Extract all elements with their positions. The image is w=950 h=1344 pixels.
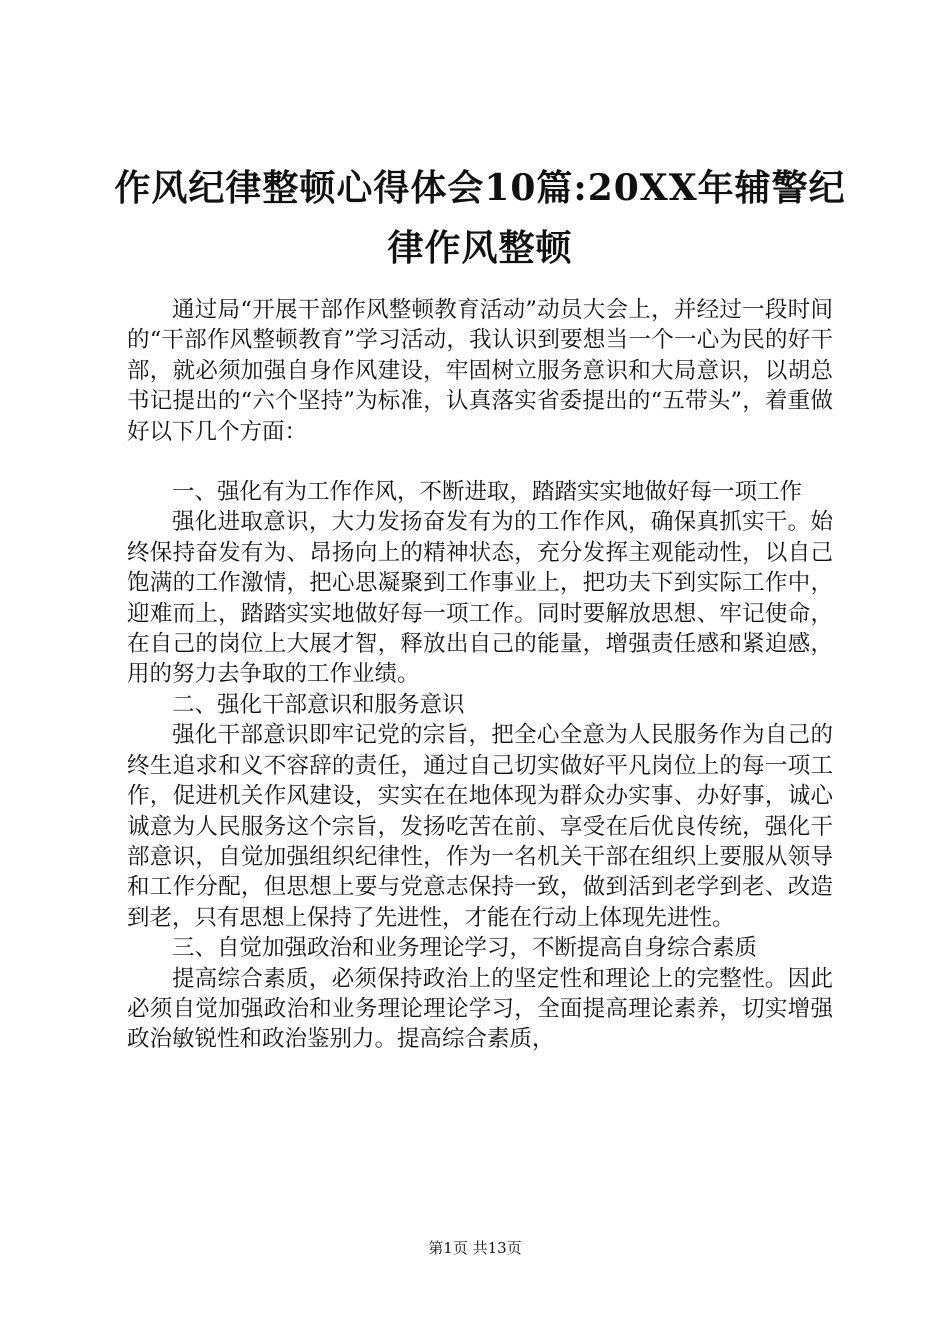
section-heading-3: 三、自觉加强政治和业务理论学习，不断提高自身综合素质: [172, 935, 758, 962]
section-paragraph-2: 强化干部意识即牢记党的宗旨，把全心全意为人民服务作为自己的终生追求和义不容辞的责任，通过自己切实做好平凡岗位上的每一项工作，促进机关作风建设，实实在在地体现为群众办实事、办好事，诚心诚意为人民服务这个宗旨，发扬吃苦在前、享受在后优良传统，强化干部意识，自觉加强组织纪律性，作为一名机关干部在组织上要服从领导和工作分配，但思想上要与党意志保持一致，做到活到老学到老、改造到老，只有思想上保持了先进性，才能在行动上体现先进性。: [127, 722, 833, 931]
section-heading-1: 一、强化有为工作作风，不断进取，踏踏实实地做好每一项工作: [172, 479, 803, 506]
intro-paragraph: 通过局“开展干部作风整顿教育活动”动员大会上，并经过一段时间的“干部作风整顿教育”学习活动，我认识到要想当一个一心为民的好干部，就必须加强自身作风建设，牢固树立服务意识和大局意识，以胡总书记提出的“六个坚持”为标准，认真落实省委提出的“五带头”，着重做好以下几个方面：: [127, 297, 833, 445]
section-paragraph-1: 强化进取意识，大力发扬奋发有为的工作作风，确保真抓实干。始终保持奋发有为、昂扬向上的精神状态，充分发挥主观能动性，以自己饱满的工作激情，把心思凝聚到工作事业上，把功夫下到实际工作中，迎难而上，踏踏实实地做好每一项工作。同时要解放思想、牢记使命，在自己的岗位上大展才智，释放出自己的能量，增强责任感和紧迫感，用的努力去争取的工作业绩。: [127, 509, 833, 688]
page-footer: 第1页 共13页: [428, 1239, 522, 1257]
document-title: 作风纪律整顿心得体会10篇:20XX年辅警纪律作风整顿: [114, 167, 846, 269]
document-body: [127, 295, 833, 1055]
section-paragraph-3: 提高综合素质，必须保持政治上的坚定性和理论上的完整性。因此必须自觉加强政治和业务理论理论学习，全面提高理论素养，切实增强政治敏锐性和政治鉴别力。提高综合素质，: [127, 965, 833, 1053]
section-heading-2: 二、强化干部意识和服务意识: [172, 691, 465, 718]
